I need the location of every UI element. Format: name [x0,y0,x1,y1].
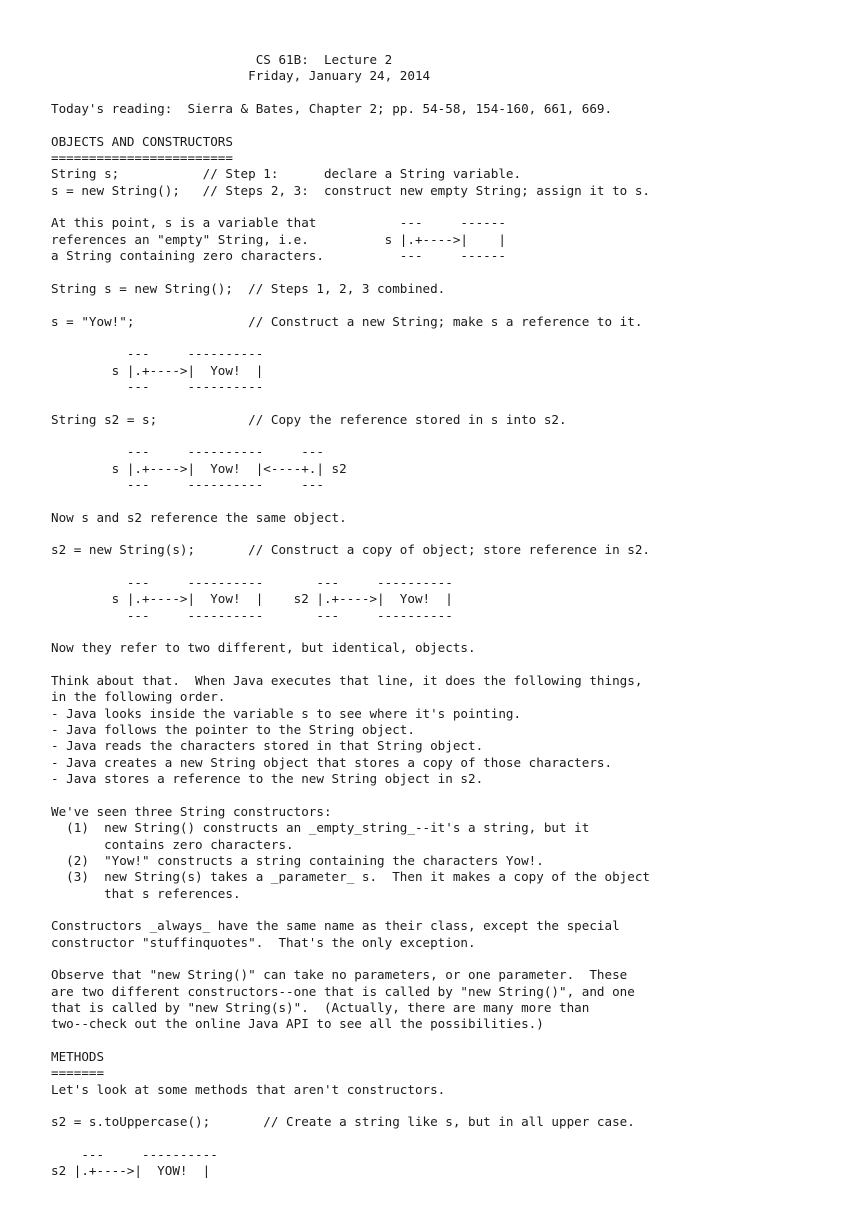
text-line: s |.+---->| Yow! | s2 |.+---->| Yow! | [51,591,453,607]
text-line: that s references. [51,885,241,901]
text-line: Let's look at some methods that aren't constructors. [51,1081,446,1097]
text-line: Today's reading: Sierra & Bates, Chapter 2; pp. 54-58, 154-160, 661, 669. [51,101,613,117]
text-line [51,395,650,411]
text-line: ======= [51,1065,105,1081]
text-line [51,951,650,967]
text-line [51,117,650,133]
text-line: s = "Yow!"; // Construct a new String; make s a reference to it. [51,313,643,329]
text-line: Observe that "new String()" can take no parameters, or one parameter. These [51,967,628,983]
text-line: --- ---------- [51,1147,218,1163]
text-line: --- ---------- --- ---------- [51,607,453,623]
text-line [51,428,650,444]
text-line: Friday, January 24, 2014 [51,68,431,84]
text-line [51,330,650,346]
text-line: (3) new String(s) takes a _parameter_ s. Then it makes a copy of the object [51,869,650,885]
text-line [51,1033,650,1049]
text-line: s2 = s.toUppercase(); // Create a string like s, but in all upper case. [51,1114,635,1130]
text-line: - Java creates a new String object that stores a copy of those characters. [51,754,613,770]
text-line: Now s and s2 reference the same object. [51,509,347,525]
text-line: --- ---------- --- [51,444,324,460]
text-line: --- ---------- [51,346,264,362]
text-line: Think about that. When Java executes that line, it does the following things, [51,673,643,689]
text-line: contains zero characters. [51,836,294,852]
text-line: s = new String(); // Steps 2, 3: construct new empty String; assign it to s. [51,182,650,198]
text-line: that is called by "new String(s)". (Actually, there are many more than [51,999,590,1015]
text-line: --- ---------- --- [51,476,324,492]
text-line [51,199,650,215]
text-line: - Java follows the pointer to the String object. [51,722,415,738]
text-line: s |.+---->| Yow! | [51,362,264,378]
text-line [51,559,650,575]
text-line [51,297,650,313]
text-line [51,526,650,542]
text-line: --- ---------- --- ---------- [51,575,453,590]
text-line: OBJECTS AND CONSTRUCTORS [51,133,233,149]
text-line: At this point, s is a variable that --- ------ [51,215,506,231]
text-line: - Java reads the characters stored in that String object. [51,738,484,754]
text-line [51,787,650,803]
text-line: constructor "stuffinquotes". That's the only exception. [51,934,476,950]
text-line [51,85,650,101]
text-line: - Java stores a reference to the new String object in s2. [51,771,484,787]
text-line: s2 |.+---->| YOW! | [51,1163,211,1179]
text-line: - Java looks inside the variable s to see where it's pointing. [51,705,522,721]
text-line: ======================== [51,150,233,166]
text-line: (1) new String() constructs an _empty_string_--it's a string, but it [51,820,590,836]
text-line: s2 = new String(s); // Construct a copy of object; store reference in s2. [51,542,650,558]
text-line [51,902,650,918]
text-line: references an "empty" String, i.e. s |.+---->| | [51,231,506,247]
text-line: We've seen three String constructors: [51,803,332,819]
text-line: String s; // Step 1: declare a String variable. [51,166,522,182]
text-line: String s = new String(); // Steps 1, 2, 3 combined. [51,280,446,296]
text-line: String s2 = s; // Copy the reference stored in s into s2. [51,411,567,427]
text-line: Now they refer to two different, but identical, objects. [51,640,476,656]
text-line: Constructors _always_ have the same name as their class, except the special [51,918,620,934]
text-line: CS 61B: Lecture 2 [51,52,393,67]
text-line: METHODS [51,1048,105,1064]
text-line [51,657,650,673]
text-line: --- ---------- [51,378,264,394]
text-line [51,264,650,280]
text-line: in the following order. [51,689,226,705]
text-line [51,493,650,509]
text-line: s |.+---->| Yow! |<----+.| s2 [51,460,347,476]
lecture-notes-text [51,52,650,1180]
text-line: (2) "Yow!" constructs a string containing the characters Yow!. [51,852,544,868]
text-line [51,1131,650,1147]
text-line: two--check out the online Java API to see all the possibilities.) [51,1016,544,1032]
text-line [51,1098,650,1114]
text-line [51,624,650,640]
text-line: a String containing zero characters. --- ------ [51,248,506,264]
text-line: are two different constructors--one that is called by "new String()", and one [51,983,635,999]
